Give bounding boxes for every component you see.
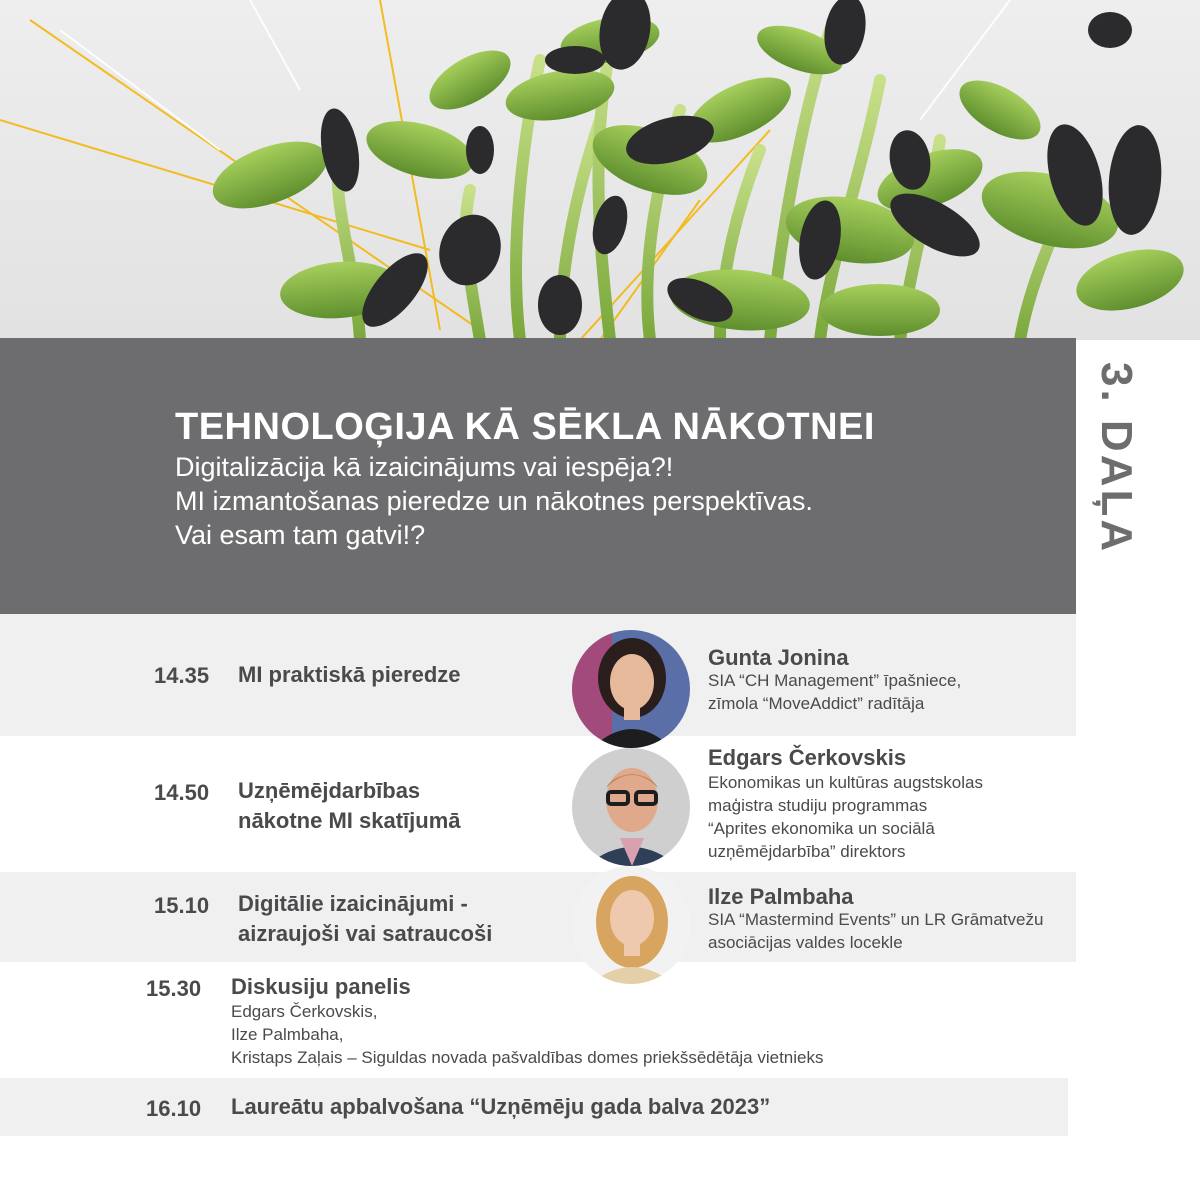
- participant: Edgars Čerkovskis,: [231, 1002, 378, 1021]
- speaker-role-2: [708, 771, 983, 863]
- role-line: zīmola “MoveAddict” radītāja: [708, 694, 925, 713]
- title-block: [175, 404, 875, 552]
- participant: Ilze Palmbaha,: [231, 1025, 344, 1044]
- agenda-time-3: 15.10: [154, 893, 210, 918]
- speaker-name-3: Ilze Palmbaha: [708, 884, 854, 909]
- panel-participants: [231, 1000, 824, 1069]
- hero-image-sprouts: [0, 0, 1200, 340]
- avatar-ilze-palmbaha: [572, 866, 690, 984]
- agenda-topic-3: [238, 889, 492, 949]
- event-title: TEHNOLOĢIJA KĀ SĒKLA NĀKOTNEI: [175, 406, 875, 448]
- part-label-text: 3. DAĻA: [1092, 362, 1141, 555]
- panel-topic: Diskusiju panelis: [231, 974, 411, 999]
- role-line: uzņēmējdarbība” direktors: [708, 842, 906, 861]
- sprouts-illustration: [0, 0, 1200, 340]
- agenda-time-2: 14.50: [154, 780, 210, 805]
- role-line: SIA “CH Management” īpašniece,: [708, 671, 962, 690]
- role-line: Ekonomikas un kultūras augstskolas: [708, 773, 983, 792]
- role-line: maģistra studiju programmas: [708, 796, 928, 815]
- participant: Kristaps Zaļais – Siguldas novada pašvaldības domes priekšsēdētāja vietnieks: [231, 1048, 824, 1067]
- avatar-edgars-cerkovskis: [572, 748, 690, 866]
- subtitle-line-3: Vai esam tam gatvi!?: [175, 520, 426, 550]
- speaker-name-1: Gunta Jonina: [708, 645, 849, 670]
- agenda-topic-1: [238, 660, 461, 690]
- speaker-name-2: Edgars Čerkovskis: [708, 745, 907, 770]
- topic-line: MI praktiskā pieredze: [238, 662, 461, 687]
- role-line: asociācijas valdes locekle: [708, 933, 903, 952]
- panel-time: 15.30: [146, 976, 202, 1001]
- award-time: 16.10: [146, 1096, 202, 1121]
- subtitle-line-1: Digitalizācija kā izaicinājums vai iespēja?!: [175, 452, 674, 482]
- subtitle-line-2: MI izmantošanas pieredze un nākotnes perspektīvas.: [175, 486, 813, 516]
- role-line: “Aprites ekonomika un sociālā: [708, 819, 935, 838]
- agenda-topic-2: [238, 776, 461, 836]
- part-label: [1093, 362, 1143, 592]
- topic-line: Uzņēmējdarbības: [238, 778, 421, 803]
- topic-line: aizraujoši vai satraucoši: [238, 921, 493, 946]
- speaker-role-3: [708, 908, 1043, 954]
- agenda-time-1: 14.35: [154, 663, 210, 688]
- topic-line: Digitālie izaicinājumi -: [238, 891, 468, 916]
- avatar-gunta-jonina: [572, 630, 690, 748]
- award-topic: Laureātu apbalvošana “Uzņēmēju gada balva 2023”: [231, 1094, 771, 1119]
- speaker-role-1: [708, 669, 961, 715]
- topic-line: nākotne MI skatījumā: [238, 808, 461, 833]
- role-line: SIA “Mastermind Events” un LR Grāmatvežu: [708, 910, 1044, 929]
